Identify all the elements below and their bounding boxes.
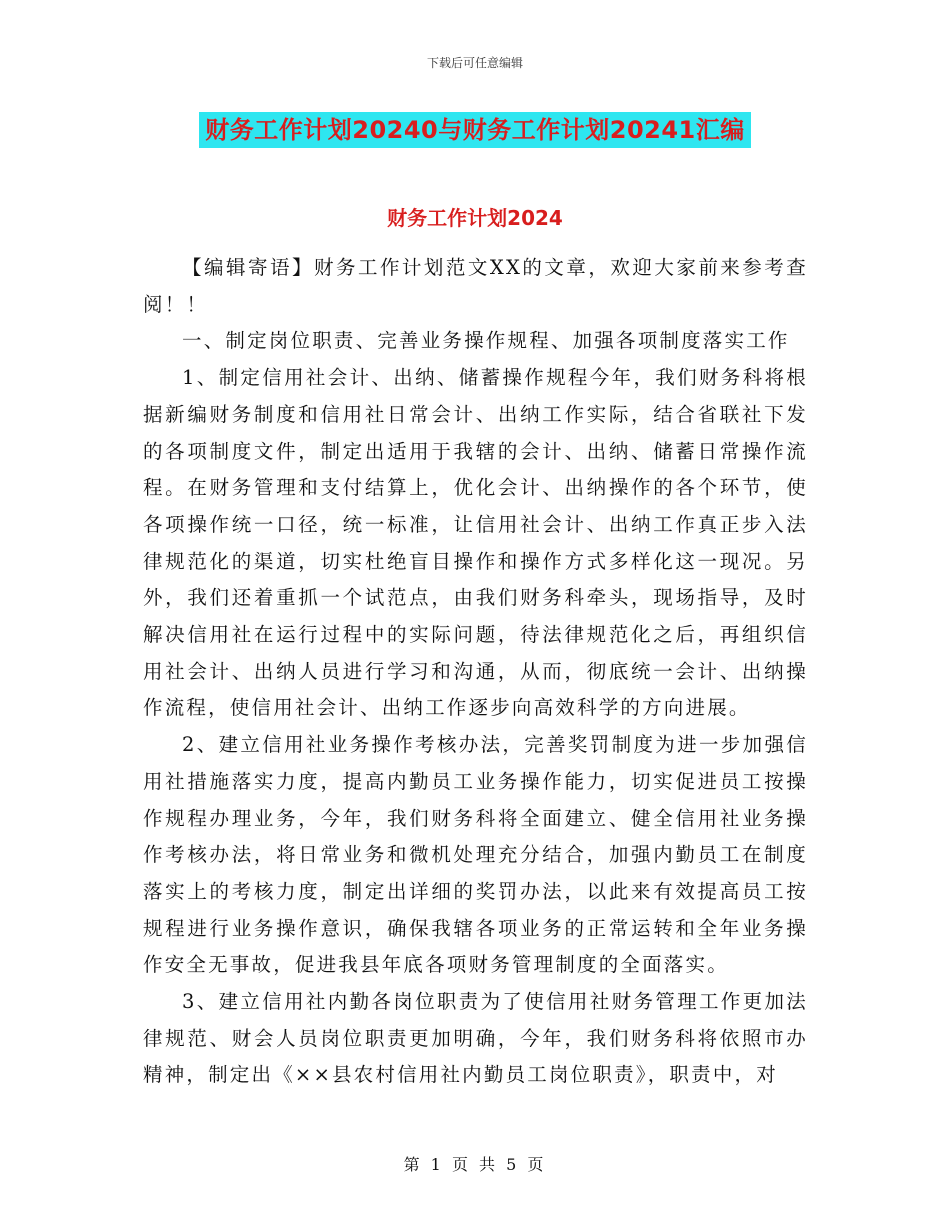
paragraph-heading-1: 一、制定岗位职责、完善业务操作规程、加强各项制度落实工作 (182, 329, 790, 353)
header-note: 下载后可任意编辑 (426, 56, 523, 70)
paragraph-item-2: 2、建立信用社业务操作考核办法，完善奖罚制度为进一步加强信用社措施落实力度，提高内勤员工业务操作能力，切实促进员工按操作规程办理业务，今年，我们财务科将全面建立、健全信用社业务操作考核办法，将日常业务和微机处理充分结合，加强内勤员工在制度落实上的考核力度，制定出详细的奖罚办法，以此来有效提高员工按规程进行业务操作意识，确保我辖各项业务的正常运转和全年业务操作安全无事故，促进我县年底各项财务管理制度的全面落实。 (143, 733, 808, 977)
document-body (143, 250, 808, 1094)
page-footer: 第 1 页 共 5 页 (403, 1155, 547, 1174)
paragraph-item-1: 1、制定信用社会计、出纳、储蓄操作规程今年，我们财务科将根据新编财务制度和信用社日常会计、出纳工作实际，结合省联社下发的各项制度文件，制定出适用于我辖的会计、出纳、储蓄日常操作流程。在财务管理和支付结算上，优化会计、出纳操作的各个环节，使各项操作统一口径，统一标准，让信用社会计、出纳工作真正步入法律规范化的渠道，切实杜绝盲目操作和操作方式多样化这一现况。另外，我们还着重抓一个试范点，由我们财务科牵头，现场指导，及时解决信用社在运行过程中的实际问题，待法律规范化之后，再组织信用社会计、出纳人员进行学习和沟通，从而，彻底统一会计、出纳操作流程，使信用社会计、出纳工作逐步向高效科学的方向进展。 (143, 366, 808, 720)
document-title: 财务工作计划20240与财务工作计划20241汇编 (199, 112, 751, 148)
paragraph-item-3: 3、建立信用社内勤各岗位职责为了使信用社财务管理工作更加法律规范、财会人员岗位职责更加明确，今年，我们财务科将依照市办精神，制定出《××县农村信用社内勤员工岗位职责》，职责中，对 (143, 990, 808, 1087)
paragraph-editor-note: 【编辑寄语】财务工作计划范文XX的文章，欢迎大家前来参考查阅！！ (143, 256, 808, 316)
section-title: 财务工作计划2024 (387, 206, 563, 230)
main-title-wrap (0, 112, 950, 148)
